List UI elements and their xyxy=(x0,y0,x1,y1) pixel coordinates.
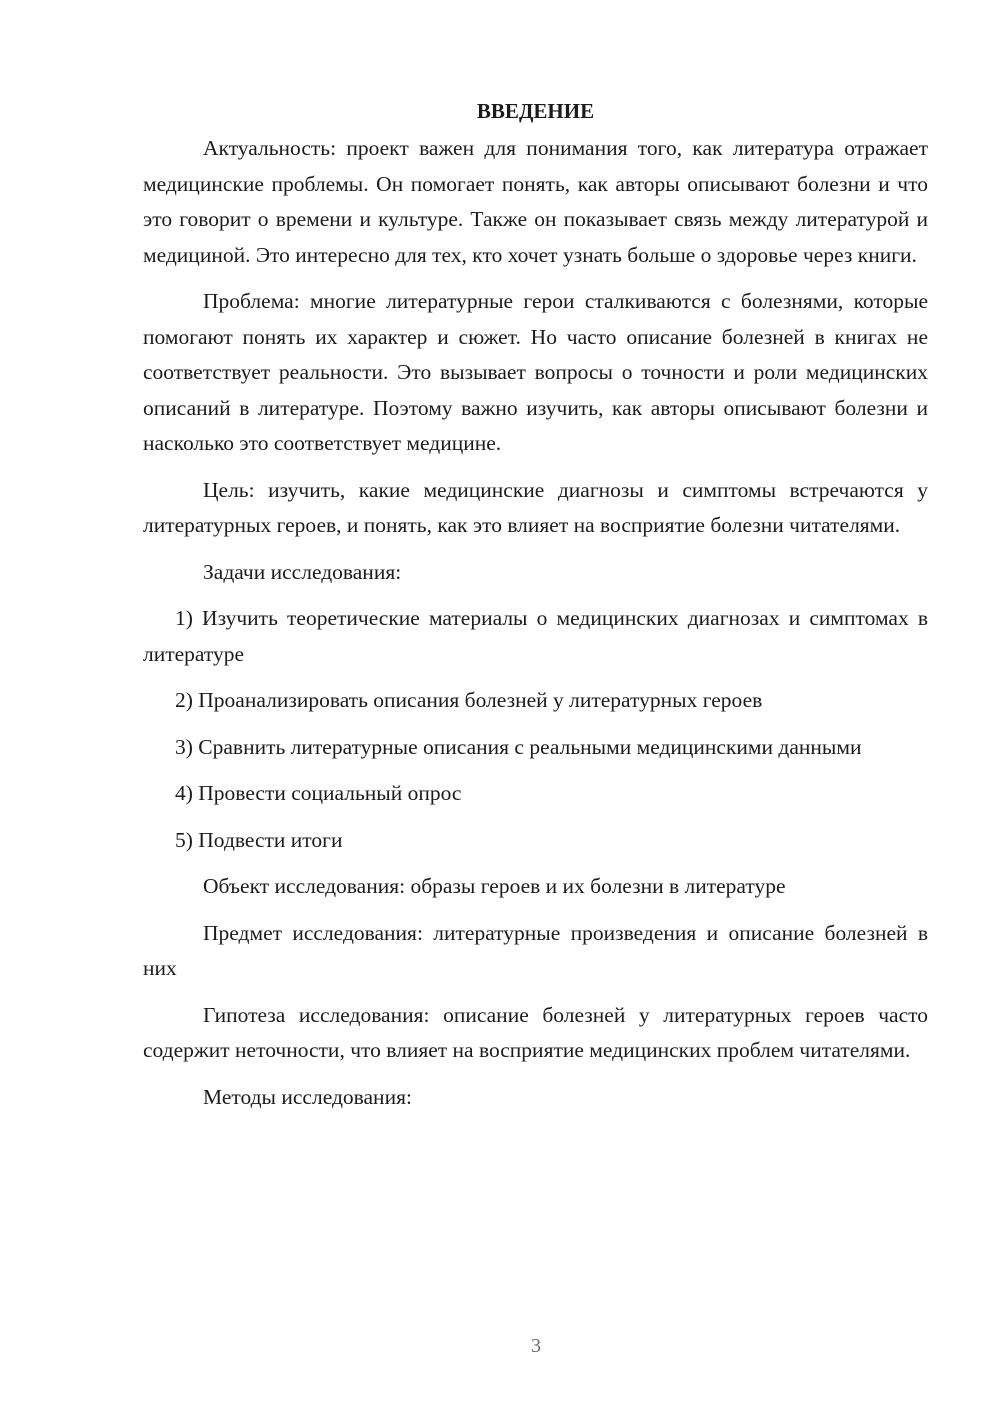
page-number: 3 xyxy=(531,1335,541,1357)
paragraph-relevance: Актуальность: проект важен для понимания того, как литература отражает медицинские проблемы. Он помогает понять, как авторы описывают болезни и что это говорит о времени и культуре. Также он показывает связь между литературой и медициной. Это интересно для тех, кто хочет узнать больше о здоровье через книги. xyxy=(143,136,928,267)
paragraph-tasks-heading: Задачи исследования: xyxy=(203,559,402,584)
list-item-task-4: 4) Провести социальный опрос xyxy=(175,781,462,805)
paragraph-subject: Предмет исследования: литературные произведения и описание болезней в них xyxy=(143,920,928,980)
list-item-task-1: 1) Изучить теоретические материалы о медицинских диагнозах и симптомах в литературе xyxy=(143,606,928,666)
list-item-task-2: 2) Проанализировать описания болезней у литературных героев xyxy=(175,688,763,712)
list-item-task-5: 5) Подвести итоги xyxy=(175,827,343,852)
document-body xyxy=(143,96,928,1115)
paragraph-object: Объект исследования: образы героев и их болезни в литературе xyxy=(203,874,786,898)
paragraph-methods-heading: Методы исследования: xyxy=(203,1084,412,1109)
list-item-task-3: 3) Сравнить литературные описания с реальными медицинскими данными xyxy=(175,734,862,759)
paragraph-hypothesis: Гипотеза исследования: описание болезней у литературных героев часто содержит неточности, что влияет на восприятие медицинских проблем читателями. xyxy=(143,1002,928,1062)
paragraph-goal: Цель: изучить, какие медицинские диагнозы и симптомы встречаются у литературных героев, и понять, как это влияет на восприятие болезни читателями. xyxy=(143,477,928,537)
paragraph-problem: Проблема: многие литературные герои сталкиваются с болезнями, которые помогают понять их характер и сюжет. Но часто описание болезней в книгах не соответствует реальности. Это вызывает вопросы о точности и роли медицинских описаний в литературе. Поэтому важно изучить, как авторы описывают болезни и насколько это соответствует медицине. xyxy=(143,289,928,455)
page-title: ВВЕДЕНИЕ xyxy=(476,99,595,123)
